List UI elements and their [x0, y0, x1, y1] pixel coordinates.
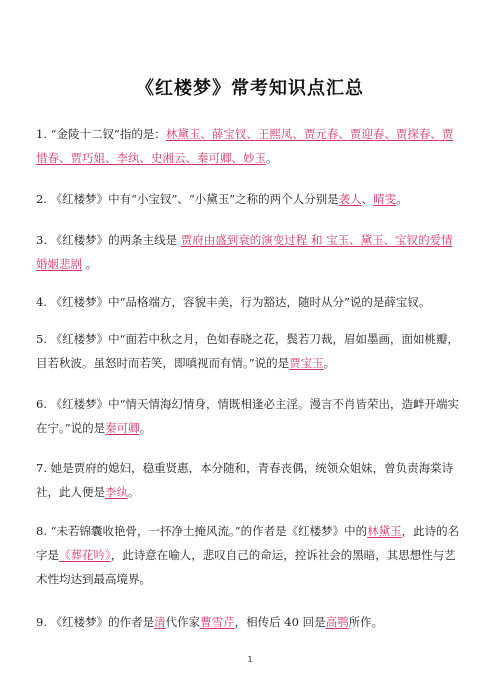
list-item-3: [36, 228, 464, 276]
item-text: 9. 《红楼梦》的作者是: [36, 615, 155, 629]
highlighted-answer: 秦可卿: [105, 421, 140, 435]
item-text: 4. 《红楼梦》中“品格端方，容貌丰美，行为豁达，随时从分”说的是薛宝钗。: [36, 295, 431, 309]
list-item-9: [36, 610, 464, 634]
highlighted-answer: 贾府由盛到衰的演变过程 和 宝玉、黛玉、宝钗的爱情婚姻悲剧: [36, 233, 453, 271]
highlighted-answer: 林黛玉: [367, 524, 402, 538]
page-number: 1: [247, 655, 253, 664]
list-item-8: [36, 519, 464, 591]
item-text: ，相传后 40 回是: [234, 615, 326, 629]
highlighted-answer: 袭人: [338, 192, 362, 206]
highlighted-answer: 贾宝玉: [289, 356, 324, 370]
highlighted-answer: 清: [154, 615, 166, 629]
item-text: 、: [361, 192, 374, 206]
list-item-7: [36, 456, 464, 504]
highlighted-answer: 晴雯: [373, 192, 397, 206]
list-item-2: [36, 187, 464, 211]
item-text: ，此诗的名字是: [36, 524, 460, 562]
highlighted-answer: 曹雪芹: [200, 615, 235, 629]
item-text: 。: [128, 485, 140, 499]
highlighted-answer: 高鹗: [325, 615, 349, 629]
item-text: 5. 《红楼梦》中“面若中秋之月，色如春晓之花，鬓若刀裁，眉如墨画，面如桃瓣，目若秋波。虽怒时而若笑，即嗔视而有情。”说的是: [36, 332, 460, 370]
item-text: 1. “金陵十二钗”指的是：: [36, 127, 166, 141]
item-text: 8. “未若锦囊收艳骨，一抔净土掩风流。”的作者是《红楼梦》中的: [36, 524, 368, 538]
highlighted-answer: 《葬花吟》: [59, 548, 111, 562]
item-text: 。: [82, 257, 98, 271]
document-title: 《红楼梦》常考知识点汇总: [136, 78, 364, 99]
item-text: 。: [323, 356, 336, 370]
item-text: 代作家: [165, 615, 201, 629]
highlighted-answer: 李纨: [105, 485, 128, 499]
item-text: 2. 《红楼梦》中有“小宝钗”、“小黛玉”之称的两个人分别是: [36, 192, 339, 206]
highlighted-answer: 林黛玉、薛宝钗、王熙凤、贾元春、贾迎春、贾探春、贾惜春、贾巧姐、李纨、史湘云、秦可卿、妙玉: [36, 127, 454, 165]
item-text: 。: [139, 421, 152, 435]
item-text: ，此诗意在喻人，悲叹自己的命运，控诉社会的黑暗，其思想性与艺术性均达到最高境界。: [36, 548, 456, 586]
list-item-5: [36, 327, 464, 375]
list-item-4: [36, 290, 464, 314]
item-text: 6. 《红楼梦》中“情天情海幻情身，情既相逢必主淫。漫言不肖皆荣出，造衅开端实在宁。”说的是: [36, 397, 460, 435]
list-item-6: [36, 392, 464, 440]
item-text: 7. 她是贾府的媳妇，稳重贤惠，本分随和，青春丧偶，统领众姐妹，曾负责海棠诗社，此人便是: [36, 461, 454, 499]
item-text: 。: [266, 151, 278, 165]
item-text: 所作。: [348, 615, 384, 629]
item-text: 。: [396, 192, 408, 206]
list-item-1: [36, 122, 464, 170]
item-text: 3. 《红楼梦》的两条主线是: [36, 233, 181, 247]
